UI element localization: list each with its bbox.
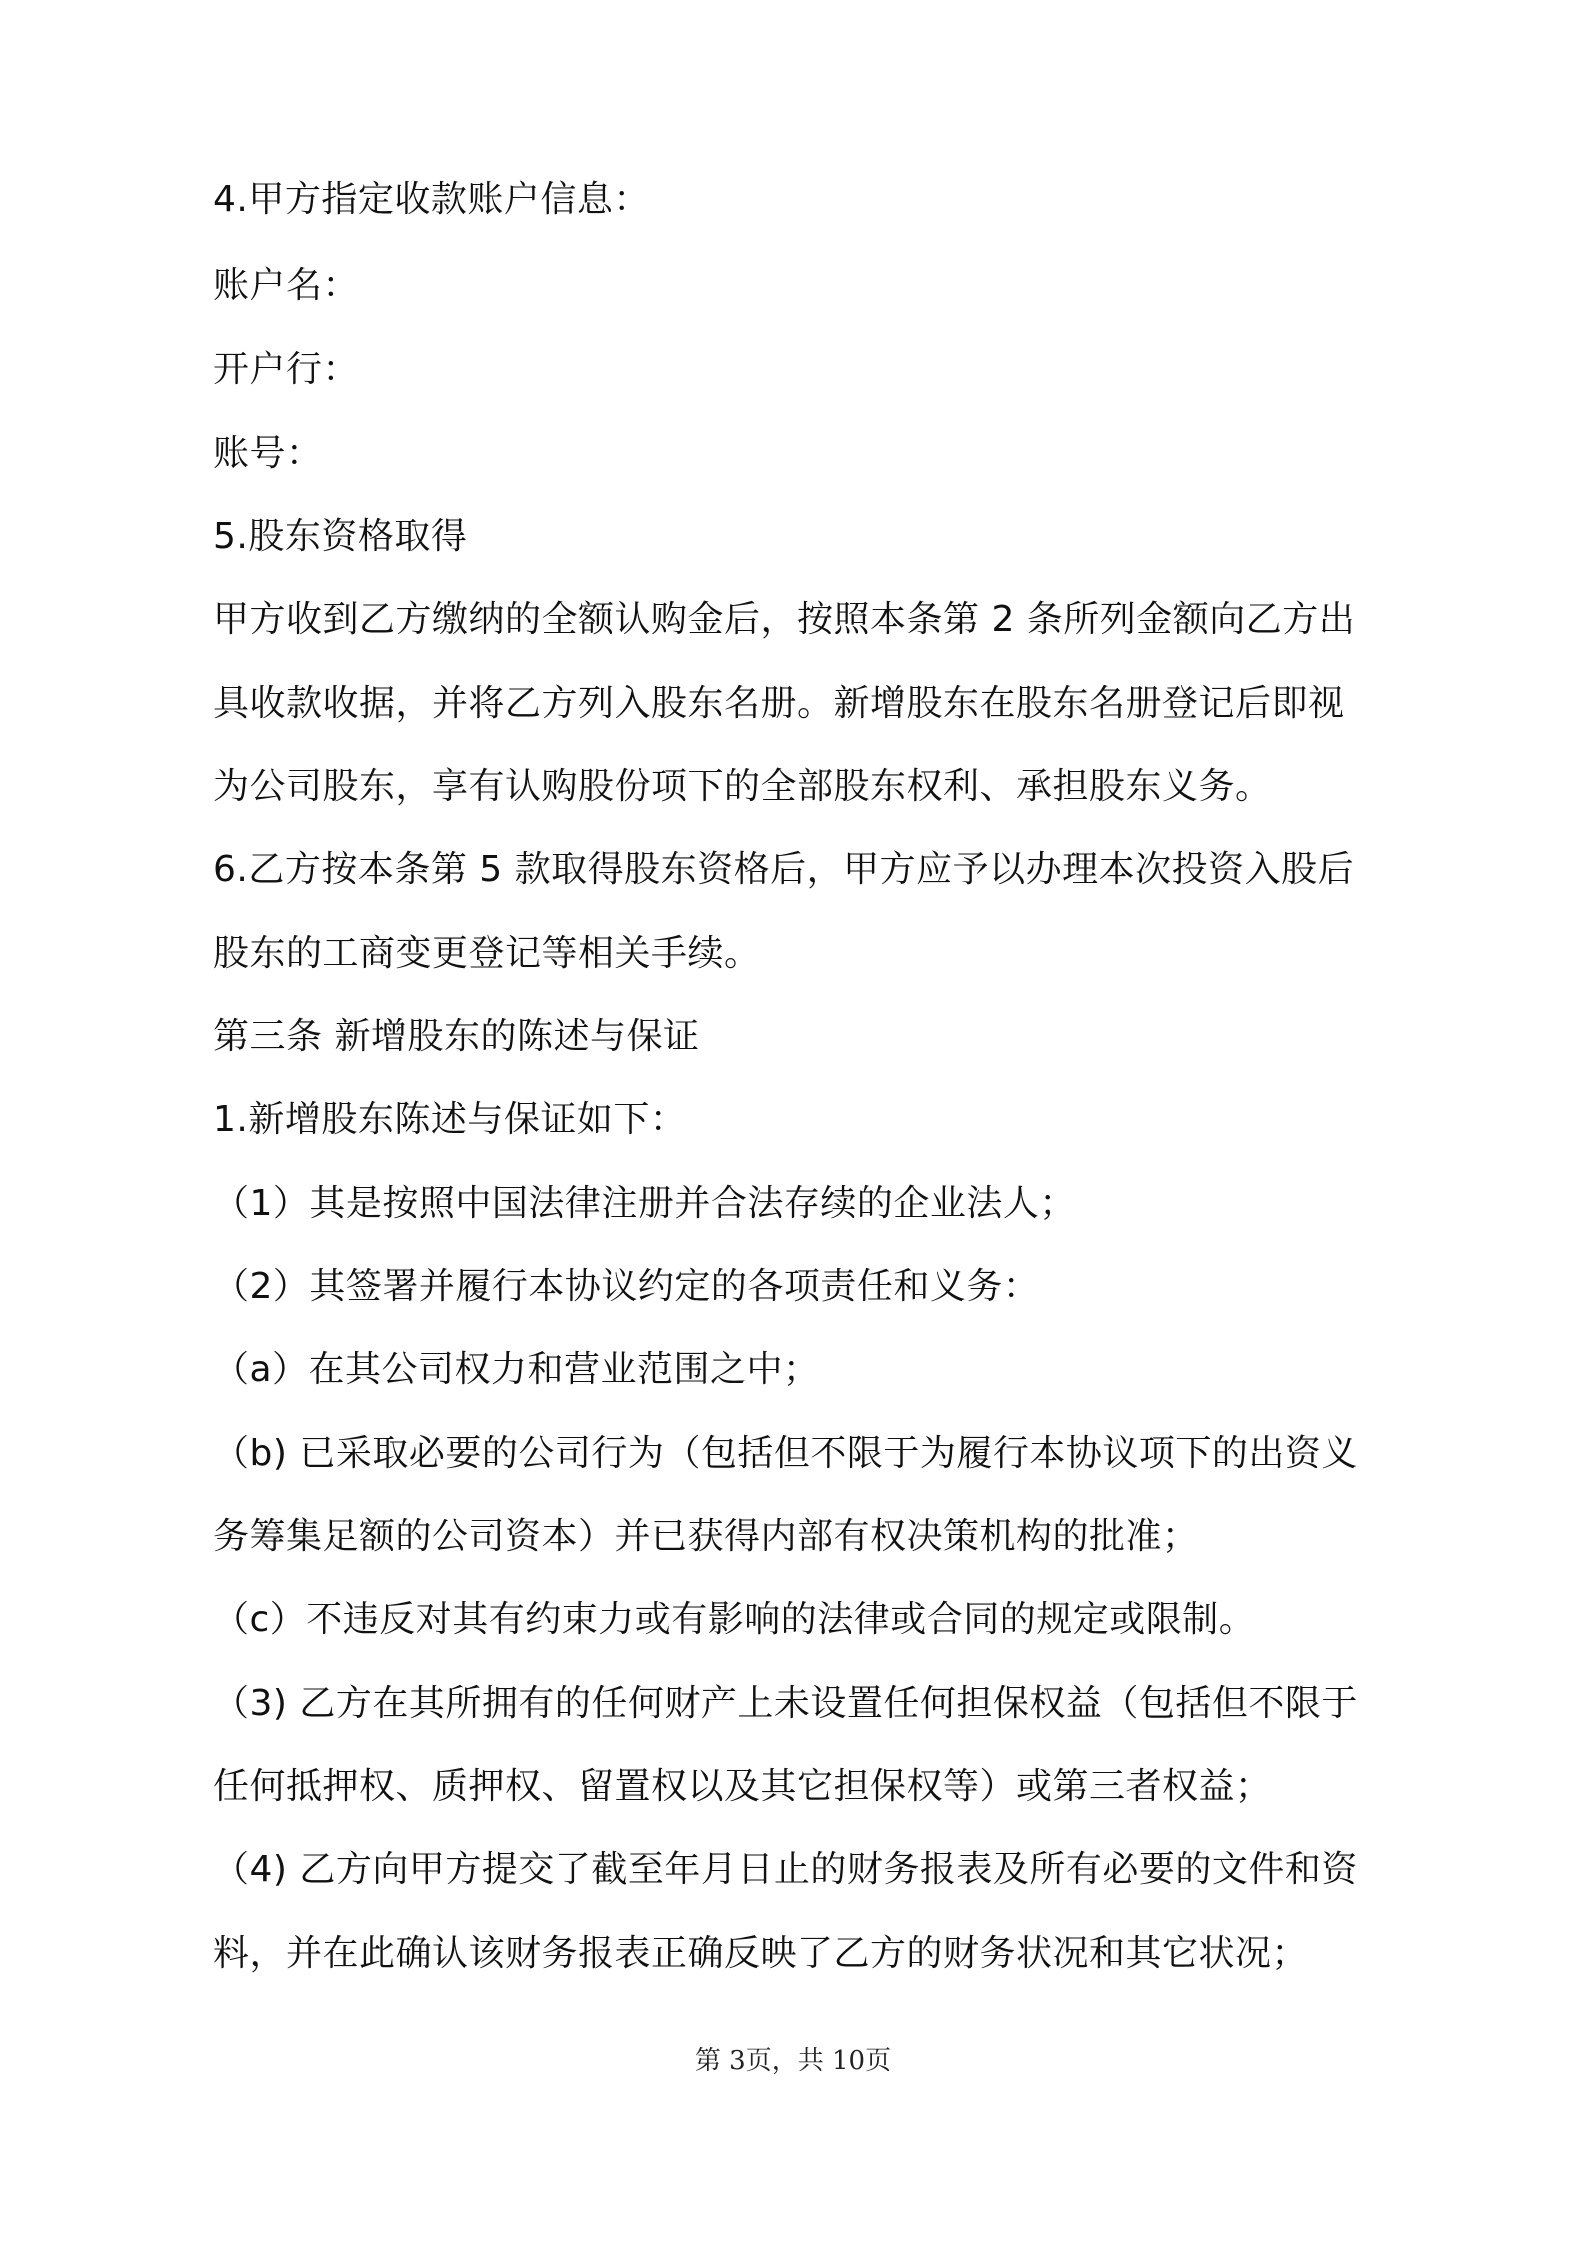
text-line: （c）不违反对其有约束力或有影响的法律或合同的规定或限制。	[213, 1599, 1256, 1640]
text-line: 4.甲方指定收款账户信息：	[213, 179, 650, 220]
text-line: （b) 已采取必要的公司行为（包括但不限于为履行本协议项下的出资义	[213, 1433, 1358, 1474]
text-line: 账号：	[213, 433, 323, 474]
text-line: 6.乙方按本条第 5 款取得股东资格后，甲方应予以办理本次投资入股后	[213, 849, 1355, 890]
text-line: （2）其签署并履行本协议约定的各项责任和义务：	[213, 1266, 1040, 1307]
text-line: 任何抵押权、质押权、留置权以及其它担保权等）或第三者权益；	[213, 1766, 1272, 1807]
text-line: （1）其是按照中国法律注册并合法存续的企业法人；	[213, 1183, 1076, 1224]
text-line: 务筹集足额的公司资本）并已获得内部有权决策机构的批准；	[213, 1516, 1199, 1557]
text-line: （3) 乙方在其所拥有的任何财产上未设置任何担保权益（包括但不限于	[213, 1683, 1358, 1724]
text-line: 5.股东资格取得	[213, 516, 468, 557]
text-line: 料，并在此确认该财务报表正确反映了乙方的财务状况和其它状况；	[213, 1933, 1309, 1974]
text-line: （4) 乙方向甲方提交了截至年月日止的财务报表及所有必要的文件和资	[213, 1849, 1358, 1890]
text-line: （a）在其公司权力和营业范围之中；	[213, 1349, 820, 1390]
page-number-footer: 第 3页，共 10页	[694, 2046, 892, 2076]
text-line: 具收款收据，并将乙方列入股东名册。新增股东在股东名册登记后即视	[213, 683, 1345, 724]
text-line: 开户行：	[213, 349, 360, 390]
text-line: 账户名：	[213, 265, 360, 306]
text-line: 甲方收到乙方缴纳的全额认购金后，按照本条第 2 条所列金额向乙方出	[213, 599, 1356, 640]
section-heading: 第三条 新增股东的陈述与保证	[213, 1016, 700, 1057]
text-line: 股东的工商变更登记等相关手续。	[213, 933, 761, 974]
text-line: 1.新增股东陈述与保证如下：	[213, 1099, 687, 1140]
text-line: 为公司股东，享有认购股份项下的全部股东权利、承担股东义务。	[213, 766, 1272, 807]
